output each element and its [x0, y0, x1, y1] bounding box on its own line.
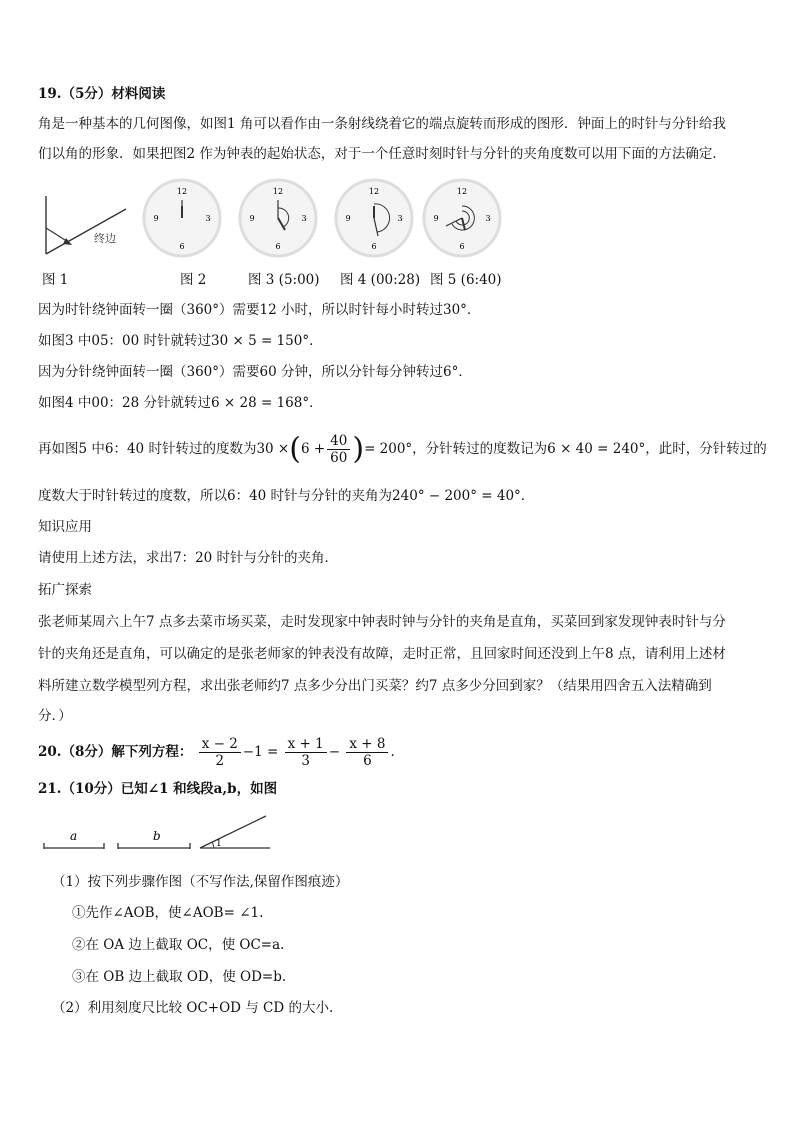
fraction-40-60: $\frac{40}{60}$	[327, 433, 350, 466]
figure-4-caption: 图 4 (00:28)	[340, 272, 421, 288]
clock-figure-5	[424, 180, 500, 256]
svg-text:3: 3	[485, 214, 491, 223]
svg-text:1: 1	[216, 839, 222, 849]
segment-b	[118, 829, 190, 849]
svg-text:3: 3	[301, 214, 307, 223]
q19-line-hour-rate: 因为时针绕钟面转一圈（360°）需要12 小时，所以时针每小时转过30°．	[38, 302, 481, 318]
svg-text:9: 9	[153, 214, 159, 223]
fraction-x-plus-1-over-3: $\frac{x + 1}{3}$	[285, 736, 327, 769]
svg-text:12: 12	[272, 187, 284, 196]
svg-text:a: a	[70, 829, 78, 843]
svg-text:9: 9	[433, 214, 439, 223]
q21-step-2: （2）利用刻度尺比较 OC+OD 与 CD 的大小.	[52, 1000, 334, 1016]
svg-text:6: 6	[371, 242, 377, 251]
svg-text:3: 3	[397, 214, 403, 223]
q21-given-figures	[40, 812, 280, 854]
q21-step-1: （1）按下列步骤作图（不写作法,保留作图痕迹）	[52, 874, 349, 890]
section-knowledge-application: 知识应用	[38, 519, 92, 535]
q19-line-example-5: 再如图5 中6：40 时针转过的度数为30 ×(6 + $\frac{40}{60}$ )= 200°，分针转过的度数记为6 × 40 = 240°，此时，分针转过的	[38, 431, 767, 467]
svg-text:3: 3	[205, 214, 211, 223]
clock-figure-3	[240, 180, 316, 256]
example-5-prefix: 再如图5 中6：40 时针转过的度数为30 ×	[38, 441, 290, 457]
q19-paragraph-line2: 们以角的形象．如果把图2 作为钟表的起始状态，对于一个任意时刻时针与分针的夹角度数可以用下面的方法确定．	[38, 146, 726, 162]
q21-step-1a: ①先作∠AOB，使∠AOB= ∠1.	[72, 905, 264, 921]
svg-text:6: 6	[275, 242, 281, 251]
angle-1	[200, 816, 270, 849]
q21-step-1b: ②在 OA 边上截取 OC，使 OC=a.	[72, 937, 285, 953]
q19-line-example-4: 如图4 中00：28 分针就转过6 × 28 = 168°．	[38, 395, 323, 411]
svg-text:9: 9	[345, 214, 351, 223]
figure-3-caption: 图 3 (5:00)	[248, 272, 320, 288]
exploration-line3: 料所建立数学模型列方程，求出张老师约7 点多少分出门买菜？约7 点多少分回到家？（结果用四舍五入法精确到	[38, 678, 712, 694]
example-5-suffix: = 200°，分针转过的度数记为6 × 40 = 240°，此时，分针转过的	[364, 441, 767, 457]
exploration-line1: 张老师某周六上午7 点多去菜市场买菜，走时发现家中钟表时钟与分针的夹角是直角，买菜回到家发现钟表时针与分	[38, 614, 726, 630]
q19-line-minute-rate: 因为分针绕钟面转一圈（360°）需要60 分钟，所以分针每分钟转过6°．	[38, 364, 472, 380]
fraction-x-minus-2-over-2: $\frac{x - 2}{2}$	[199, 736, 241, 769]
q19-paragraph-line1: 角是一种基本的几何图像，如图1 角可以看作由一条射线绕着它的端点旋转而形成的图形．钟面上的时针与分针给我	[38, 116, 726, 132]
q19-line-example-3: 如图3 中05：00 时针就转过30 × 5 = 150°．	[38, 333, 323, 349]
q21-step-1c: ③在 OB 边上截取 OD，使 OD=b.	[72, 969, 287, 985]
exploration-line2: 针的夹角还是直角，可以确定的是张老师家的钟表没有故障，走时正常，且回家时间还没到上午8 点，请利用上述材	[38, 646, 726, 662]
section-extended-exploration: 拓广探索	[38, 582, 92, 598]
fraction-x-plus-8-over-6: $\frac{x + 8}{6}$	[346, 736, 388, 769]
fig1-end-side-label: 终边	[94, 232, 116, 245]
q20-equation-line: 20.（8分）解下列方程： $\frac{x - 2}{2}$ −1 = $\frac{x + 1}{3}$ − $\frac{x + 8}{6}$ .	[38, 736, 395, 769]
svg-text:12: 12	[176, 187, 188, 196]
svg-text:9: 9	[249, 214, 255, 223]
segment-a	[44, 829, 104, 849]
q20-header: 20.（8分）解下列方程：	[38, 744, 193, 760]
knowledge-application-task: 请使用上述方法，求出7：20 时针与分针的夹角．	[38, 550, 339, 566]
clock-figure-2	[144, 180, 220, 256]
clock-figure-4	[336, 180, 412, 256]
svg-text:12: 12	[368, 187, 380, 196]
example-5-six: 6 +	[300, 441, 326, 457]
figure-1-caption: 图 1	[42, 272, 69, 288]
figure-5-caption: 图 5 (6:40)	[430, 272, 502, 288]
q19-line-conclusion: 度数大于时针转过的度数，所以6：40 时针与分针的夹角为240° − 200° = 40°．	[38, 488, 535, 504]
svg-text:12: 12	[456, 187, 468, 196]
svg-text:6: 6	[179, 242, 185, 251]
q21-header: 21.（10分）已知∠1 和线段a,b，如图	[38, 781, 278, 797]
svg-text:6: 6	[459, 242, 465, 251]
exploration-line4: 分．）	[38, 708, 72, 724]
svg-text:b: b	[153, 829, 161, 843]
q19-header: 19.（5分）材料阅读	[38, 86, 166, 102]
figure-1-angle	[46, 196, 126, 254]
figure-2-caption: 图 2	[180, 272, 207, 288]
